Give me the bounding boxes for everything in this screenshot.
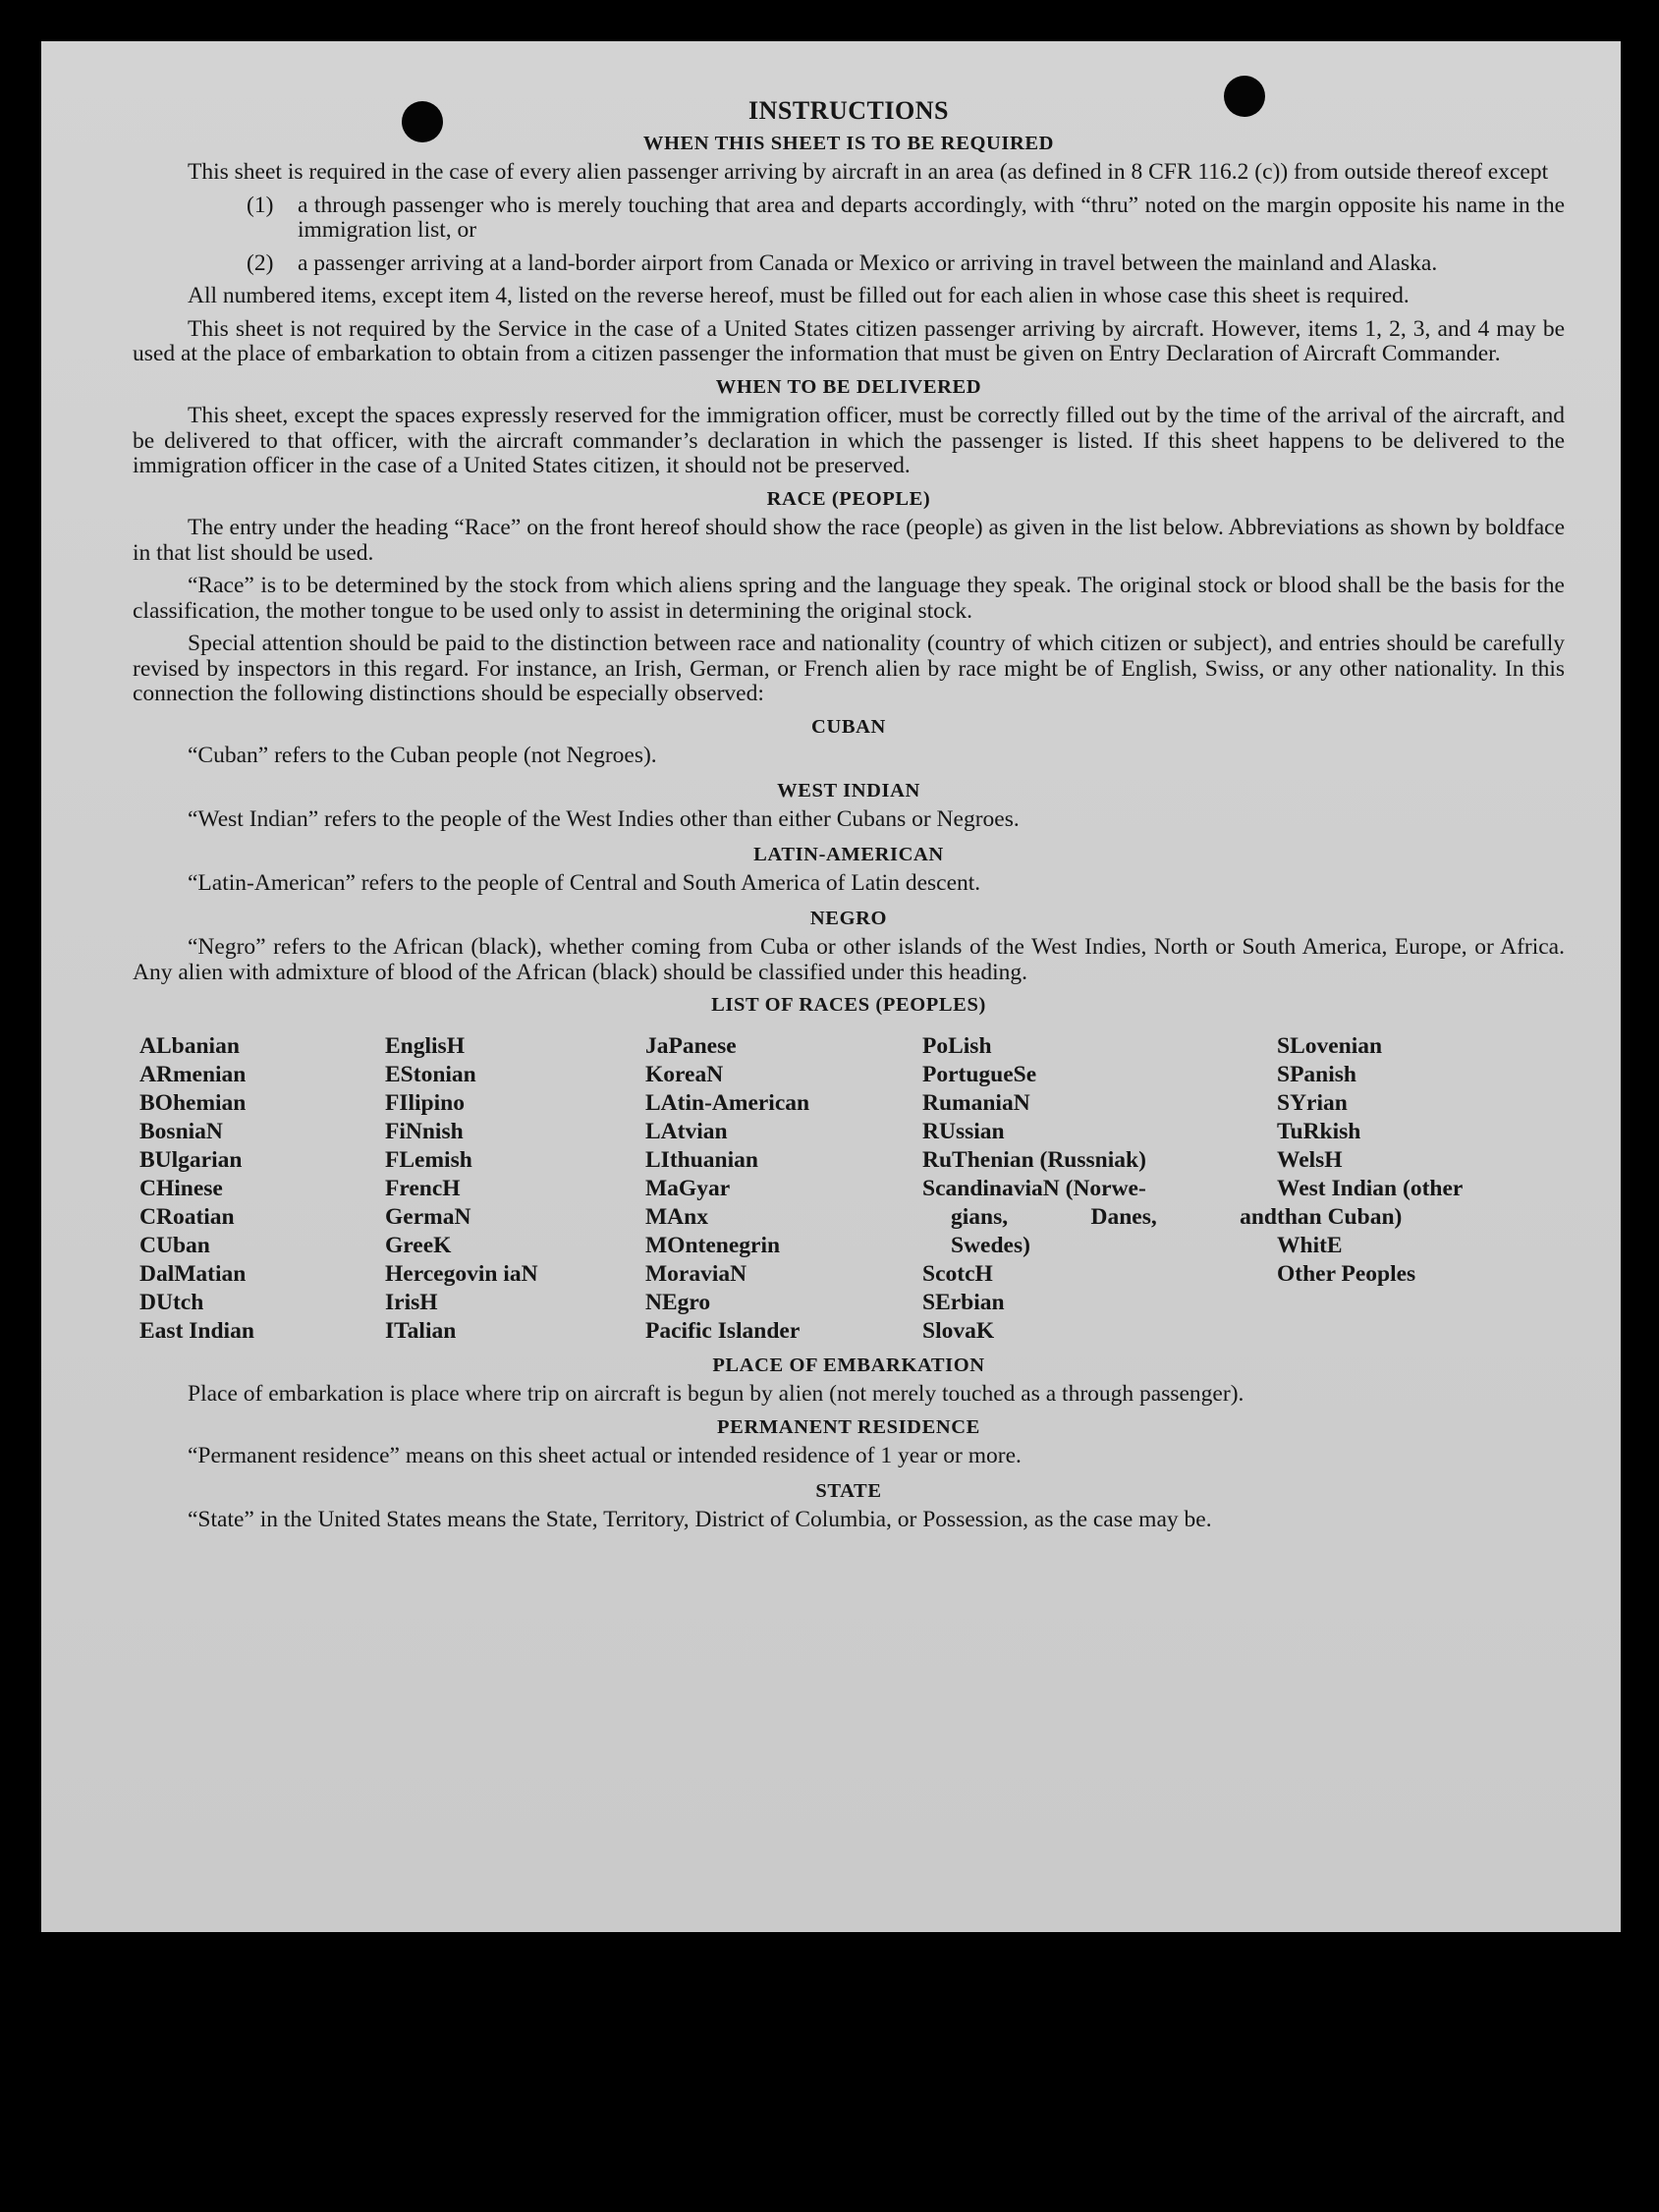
race-item: MoraviaN xyxy=(645,1260,747,1287)
race-item: East Indian xyxy=(139,1317,254,1344)
race-item: ALbanian xyxy=(139,1032,240,1059)
heading-delivered: WHEN TO BE DELIVERED xyxy=(715,375,982,398)
race-item: ScotcH xyxy=(922,1260,993,1287)
race-item: CUban xyxy=(139,1232,210,1258)
race-item: PoLish xyxy=(922,1032,992,1059)
race-item: CHinese xyxy=(139,1175,223,1201)
paragraph-latin-american: “Latin-American” refers to the people of Central and South America of Latin descent. xyxy=(188,870,981,896)
paragraph-required-1: This sheet is required in the case of every alien passenger arriving by aircraft in an area (as defined in 8 CFR 116.2 (c)) from outside thereof except xyxy=(188,159,1549,185)
race-item: BosniaN xyxy=(139,1118,223,1144)
heading-negro: NEGRO xyxy=(809,907,888,929)
item-number: (2) xyxy=(247,249,274,276)
heading-state: STATE xyxy=(815,1479,882,1502)
race-item: MaGyar xyxy=(645,1175,731,1201)
item-text: a through passenger who is merely touching that area and departs accordingly, with “thru” noted on the margin opposite his name in the immigration list, or xyxy=(298,192,1565,243)
race-item: KoreaN xyxy=(645,1061,724,1087)
races-column xyxy=(922,1032,1277,1346)
race-item: FrencH xyxy=(385,1175,461,1201)
heading-list-of-races: LIST OF RACES (PEOPLES) xyxy=(711,994,986,1016)
race-item: CRoatian xyxy=(139,1203,235,1230)
heading-west-indian: WEST INDIAN xyxy=(777,779,920,802)
heading-cuban: CUBAN xyxy=(811,715,886,738)
race-item: Swedes) xyxy=(951,1232,1030,1258)
races-column xyxy=(139,1032,385,1346)
race-item: ScandinaviaN (Norwe- xyxy=(922,1175,1146,1201)
race-item: Pacific Islander xyxy=(645,1317,801,1344)
heading-required: WHEN THIS SHEET IS TO BE REQUIRED xyxy=(642,132,1055,154)
race-item: LAtvian xyxy=(645,1118,728,1144)
race-item: FLemish xyxy=(385,1146,472,1173)
race-item: SErbian xyxy=(922,1289,1005,1315)
item-number: (1) xyxy=(247,192,274,218)
race-item: than Cuban) xyxy=(1277,1203,1403,1230)
instructions-content xyxy=(133,98,1565,1541)
race-item: RUssian xyxy=(922,1118,1005,1144)
race-item: NEgro xyxy=(645,1289,711,1315)
race-item: Hercegovin iaN xyxy=(385,1260,538,1287)
race-item: LIthuanian xyxy=(645,1146,758,1173)
race-item: WelsH xyxy=(1277,1146,1343,1173)
race-item: PortugueSe xyxy=(922,1061,1037,1087)
race-item: ITalian xyxy=(385,1317,457,1344)
races-column xyxy=(645,1032,922,1346)
race-item: West Indian (other xyxy=(1277,1175,1464,1201)
paragraph-required-2: All numbered items, except item 4, listed on the reverse hereof, must be filled out for each alien in whose case this sheet is required. xyxy=(188,283,1410,308)
race-item: EnglisH xyxy=(385,1032,465,1059)
race-item: ARmenian xyxy=(139,1061,247,1087)
race-item: LAtin-American xyxy=(645,1089,810,1116)
race-item: GreeK xyxy=(385,1232,452,1258)
race-item: SlovaK xyxy=(922,1317,995,1344)
race-item: IrisH xyxy=(385,1289,438,1315)
paragraph-embarkation: Place of embarkation is place where trip on aircraft is begun by alien (not merely touched as a through passenger). xyxy=(188,1381,1244,1407)
race-item: BUlgarian xyxy=(139,1146,243,1173)
document-sheet xyxy=(41,41,1621,1932)
paragraph-cuban: “Cuban” refers to the Cuban people (not Negroes). xyxy=(188,743,657,768)
race-item: JaPanese xyxy=(645,1032,737,1059)
paragraph-race-1: The entry under the heading “Race” on the front hereof should show the race (people) as given in the list below. Abbreviations as shown by boldface in that list should be used. xyxy=(133,515,1565,566)
paragraph-required-3: This sheet is not required by the Service in the case of a United States citizen passenger arriving by aircraft. However, items 1, 2, 3, and 4 may be used at the place of embarkation to obtain from a citizen passenger the information that must be given on Entry Declaration of Aircraft Commander. xyxy=(133,315,1565,366)
race-item: WhitE xyxy=(1277,1232,1343,1258)
page-title: INSTRUCTIONS xyxy=(748,96,949,125)
race-item: gians, Danes, and xyxy=(951,1203,1277,1230)
paragraph-state: “State” in the United States means the State, Territory, District of Columbia, or Possession, as the case may be. xyxy=(188,1507,1212,1532)
list-item xyxy=(247,194,1565,244)
paragraph-race-3: Special attention should be paid to the distinction between race and nationality (country of which citizen or subject), and entries should be carefully revised by inspectors in this regard. For instance, an Irish, German, or French alien by race might be of English, Swiss, or any other nationality. In this connection the following distinctions should be especially observed: xyxy=(133,631,1565,706)
heading-race: RACE (PEOPLE) xyxy=(766,487,931,510)
paragraph-delivered: This sheet, except the spaces expressly reserved for the immigration officer, must be correctly filled out by the time of the arrival of the aircraft, and be delivered to that officer, with the aircraft commander’s declaration in which the passenger is listed. If this sheet happens to be delivered to the immigration officer in the case of a United States citizen, it should not be preserved. xyxy=(133,403,1565,478)
race-item: DalMatian xyxy=(139,1260,247,1287)
race-item: TuRkish xyxy=(1277,1118,1361,1144)
race-item: DUtch xyxy=(139,1289,204,1315)
paragraph-race-2: “Race” is to be determined by the stock from which aliens spring and the language they speak. The original stock or blood shall be the basis for the classification, the mother tongue to be used only to assist in determining the original stock. xyxy=(133,573,1565,624)
race-item: GermaN xyxy=(385,1203,471,1230)
paragraph-west-indian: “West Indian” refers to the people of the West Indies other than either Cubans or Negroes. xyxy=(188,806,1020,832)
race-item: FIlipino xyxy=(385,1089,465,1116)
race-item: RuThenian (Russniak) xyxy=(922,1146,1146,1173)
item-text: a passenger arriving at a land-border airport from Canada or Mexico or arriving in travel between the mainland and Alaska. xyxy=(298,249,1438,276)
races-column xyxy=(1277,1032,1530,1346)
race-item: EStonian xyxy=(385,1061,476,1087)
race-item: Other Peoples xyxy=(1277,1260,1416,1287)
paragraph-negro: “Negro” refers to the African (black), whether coming from Cuba or other islands of the West Indies, North or South America, Europe, or Africa. Any alien with admixture of blood of the African (black) should be classified under this heading. xyxy=(133,934,1565,985)
paragraph-permanent-residence: “Permanent residence” means on this sheet actual or intended residence of 1 year or more. xyxy=(188,1443,1022,1468)
heading-latin-american: LATIN-AMERICAN xyxy=(753,843,944,865)
heading-embarkation: PLACE OF EMBARKATION xyxy=(712,1354,985,1376)
race-item: MOntenegrin xyxy=(645,1232,781,1258)
race-item: MAnx xyxy=(645,1203,708,1230)
race-item: SYrian xyxy=(1277,1089,1348,1116)
races-column xyxy=(385,1032,645,1346)
list-item xyxy=(247,251,1565,277)
races-list xyxy=(139,1032,1565,1346)
race-item: SLovenian xyxy=(1277,1032,1383,1059)
race-item: FiNnish xyxy=(385,1118,464,1144)
heading-permanent-residence: PERMANENT RESIDENCE xyxy=(717,1415,980,1438)
race-item: RumaniaN xyxy=(922,1089,1030,1116)
race-item: SPanish xyxy=(1277,1061,1356,1087)
race-item: BOhemian xyxy=(139,1089,247,1116)
